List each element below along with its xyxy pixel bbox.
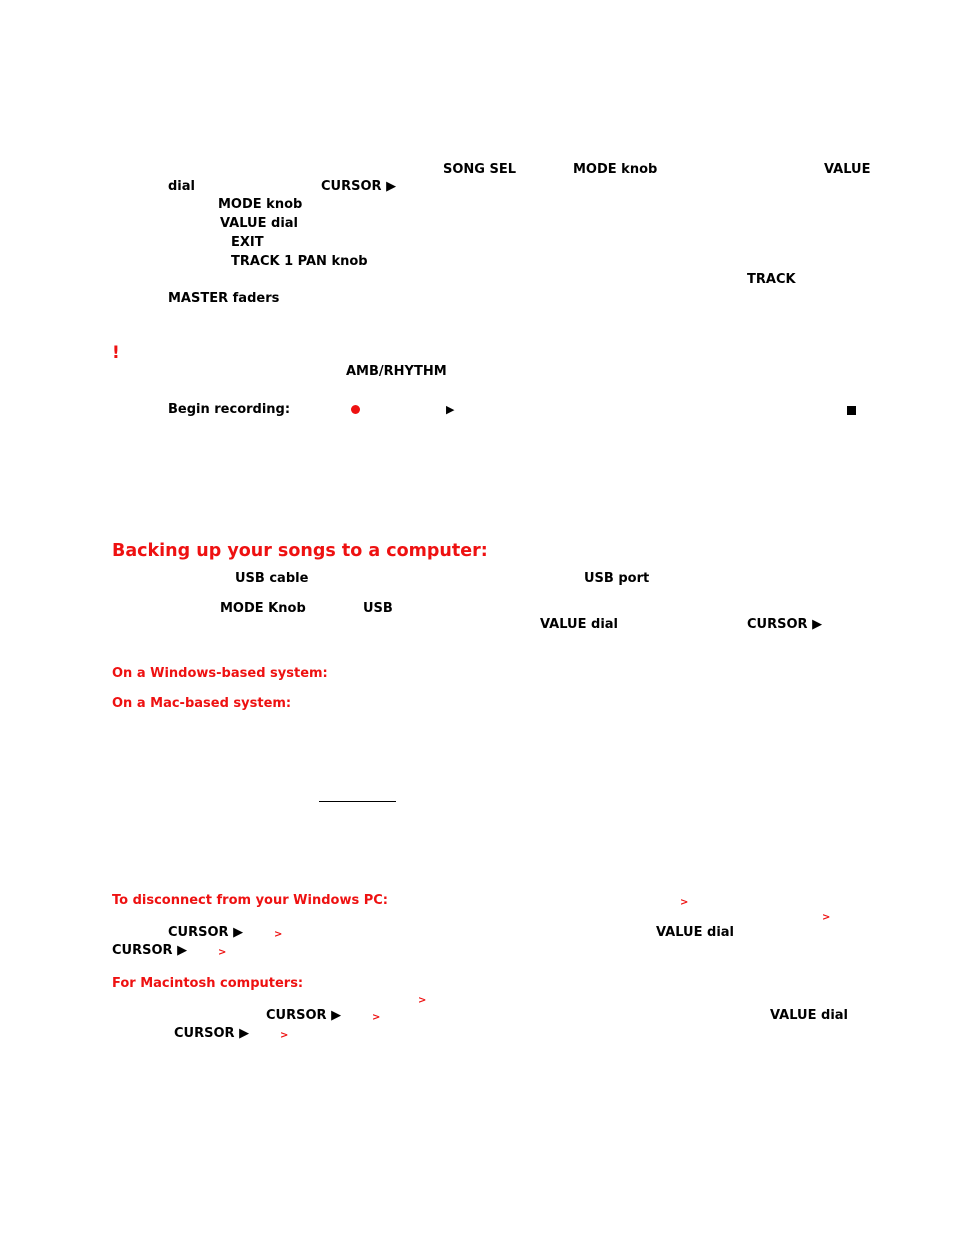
value-dial-backup-label: VALUE dial <box>540 617 619 632</box>
mode-knob-backup-label: MODE Knob <box>220 601 306 616</box>
chevron-right-icon: > <box>274 929 283 940</box>
mode-knob-label: MODE knob <box>573 162 658 177</box>
play-arrow-icon: ▶ <box>177 943 188 958</box>
chevron-right-icon: > <box>218 947 227 958</box>
chevron-right-icon: > <box>418 995 427 1006</box>
usb-port-label: USB port <box>584 571 650 586</box>
cursor-mac-label: CURSOR ▶ <box>266 1008 342 1023</box>
warning-mark-icon: ! <box>112 343 120 363</box>
master-faders-label: MASTER faders <box>168 291 280 306</box>
exit-label: EXIT <box>231 235 264 250</box>
play-arrow-icon: ▶ <box>233 925 244 940</box>
cursor-pc-label: CURSOR ▶ <box>168 925 244 940</box>
usb-label: USB <box>363 601 393 616</box>
chevron-right-icon: > <box>372 1012 381 1023</box>
windows-heading: On a Windows-based system: <box>112 666 328 681</box>
song-sel-label: SONG SEL <box>443 162 517 177</box>
cursor-pc-label-2: CURSOR ▶ <box>112 943 188 958</box>
cursor-mac-label-2: CURSOR ▶ <box>174 1026 250 1041</box>
play-icon: ▶ <box>446 403 455 416</box>
record-dot-icon <box>351 405 360 414</box>
amb-rhythm-label: AMB/RHYTHM <box>346 364 447 379</box>
begin-recording-label: Begin recording: <box>168 402 291 417</box>
chevron-right-icon: > <box>280 1030 289 1041</box>
mode-knob-label-2: MODE knob <box>218 197 303 212</box>
cursor-backup-label: CURSOR ▶ <box>747 617 823 632</box>
backup-heading: Backing up your songs to a computer: <box>112 541 488 561</box>
stop-square-icon <box>847 406 856 415</box>
value-label: VALUE <box>824 162 871 177</box>
play-arrow-icon: ▶ <box>239 1026 250 1041</box>
track-label: TRACK <box>747 272 796 287</box>
mac-heading: On a Mac-based system: <box>112 696 292 711</box>
value-dial-mac-label: VALUE dial <box>770 1008 849 1023</box>
disconnect-pc-heading: To disconnect from your Windows PC: <box>112 893 389 908</box>
play-arrow-icon: ▶ <box>331 1008 342 1023</box>
usb-cable-label: USB cable <box>235 571 309 586</box>
underline-rule <box>319 801 396 802</box>
value-dial-label: VALUE dial <box>220 216 299 231</box>
value-dial-pc-label: VALUE dial <box>656 925 735 940</box>
track1-pan-label: TRACK 1 PAN knob <box>231 254 368 269</box>
play-arrow-icon: ▶ <box>812 617 823 632</box>
play-arrow-icon: ▶ <box>386 179 397 194</box>
chevron-right-icon: > <box>822 912 831 923</box>
dial-label: dial <box>168 179 195 194</box>
disconnect-mac-heading: For Macintosh computers: <box>112 976 304 991</box>
chevron-right-icon: > <box>680 897 689 908</box>
cursor-label: CURSOR ▶ <box>321 179 397 194</box>
